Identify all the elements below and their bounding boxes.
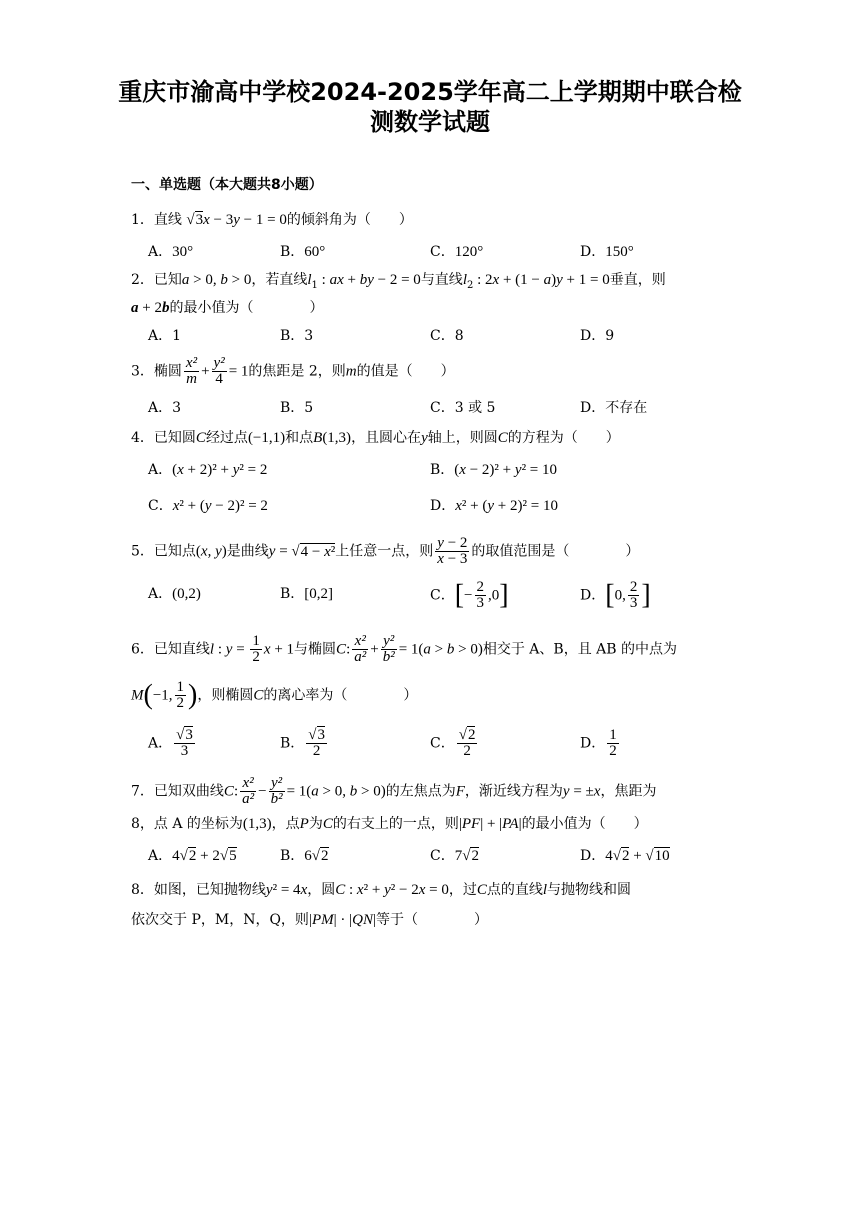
- question-2-line-2: a + 2b的最小值为（ ）: [131, 300, 324, 316]
- option-b: B．3: [280, 328, 314, 344]
- option-c: C．7√2: [430, 848, 479, 864]
- option-a: A．(x + 2)² + y² = 2: [148, 462, 268, 478]
- section-heading-single-choice: 一、单选题（本大题共8小题）: [131, 177, 323, 193]
- option-c: C．120°: [430, 244, 484, 260]
- question-5: 5．已知点(x, y)是曲线y = √4 − x²上任意一点，则 $\frac{y - 2}{x - 3}$ 的取值范围是（ ）: [131, 535, 640, 567]
- option-a: A．(0,2): [148, 586, 201, 602]
- option-a: A．3: [148, 400, 182, 416]
- question-7: 7．已知双曲线C: $\frac{\text{x²}}{\text{a²}}$ − $\frac{\text{y²}}{\text{b²}}$ = 1(a > 0, b > 0)的左焦点为F，渐近线方程为y = ±x，焦距为: [131, 775, 657, 807]
- option-d: D．4√2 + √10: [580, 848, 670, 864]
- option-c: C．3 或 5: [430, 400, 496, 416]
- option-d: D．9: [580, 328, 615, 344]
- exam-title-line-2: 测数学试题: [370, 108, 490, 136]
- option-c: C．x² + (y − 2)² = 2: [148, 498, 268, 514]
- option-d: D．x² + (y + 2)² = 10: [430, 498, 558, 514]
- option-b: B．60°: [280, 244, 326, 260]
- option-a: A．30°: [148, 244, 194, 260]
- option-c: C．8: [430, 328, 464, 344]
- option-b: B．(x − 2)² + y² = 10: [430, 462, 558, 478]
- question-7-line-2: 8，点 A 的坐标为(1,3)，点P为C的右支上的一点，则|PF| + |PA|的最小值为（ ）: [131, 816, 648, 832]
- question-number: 1．: [131, 212, 154, 228]
- question-6-line-2: M(−1, $\frac{1}{2}$ )，则椭圆C的离心率为（ ）: [131, 679, 418, 711]
- option-a: A． $\frac{√3}{3}$: [148, 727, 193, 759]
- option-d: D． $\frac{1}{2}$: [580, 727, 617, 759]
- question-text: 直线: [153, 212, 182, 228]
- option-a: A．1: [148, 328, 182, 344]
- option-d: D．150°: [580, 244, 634, 260]
- question-3: 3．椭圆 $\frac{\text{x²}}{m}$ + $\frac{\text{y²}}{4}$ = 1的焦距是 2，则m的值是（ ）: [131, 355, 455, 387]
- question-text: 的倾斜角为（ ）: [286, 212, 413, 228]
- exam-title-line-1: 重庆市渝高中学校2024-2025学年高二上学期期中联合检: [118, 78, 742, 106]
- option-a: A．4√2 + 2√5: [148, 848, 237, 864]
- option-d: D．不存在: [580, 400, 648, 416]
- option-b: B． $\frac{√3}{2}$: [280, 727, 326, 759]
- option-b: B．5: [280, 400, 314, 416]
- question-2: 2．已知a > 0, b > 0，若直线$l_1$ : ax + by − 2 = 0与直线$l_2$ : 2x + (1 − a)y + 1 = 0垂直，则: [131, 272, 666, 291]
- question-8-line-2: 依次交于 P，M，N，Q，则|PM| · |QN|等于（ ）: [131, 912, 488, 928]
- question-1: [131, 210, 413, 230]
- option-b: B．6√2: [280, 848, 329, 864]
- option-b: B．[0,2]: [280, 586, 334, 602]
- math-expr: √3x − 3y − 1 = 0: [186, 212, 287, 228]
- question-6: 6．已知直线l : y = $\frac{1}{2}$ x + 1与椭圆C: $\frac{\text{x²}}{\text{a²}}$ + $\frac{\text{y²}}{\text{b²}}$ = 1(a > b > 0)相交于 A、B，且 AB 的中点为: [131, 633, 678, 665]
- option-d: D．[0, $\frac{2}{3}$ ]: [580, 579, 651, 611]
- option-c: C． $\frac{√2}{2}$: [430, 727, 476, 759]
- question-4: 4．已知圆C经过点(−1,1)和点B(1,3)，且圆心在y轴上，则圆C的方程为（ ）: [131, 430, 620, 446]
- question-8: 8．如图，已知抛物线y² = 4x，圆C : x² + y² − 2x = 0，过C点的直线l与抛物线和圆: [131, 882, 632, 898]
- option-c: C．[− $\frac{2}{3}$ ,0]: [430, 579, 509, 611]
